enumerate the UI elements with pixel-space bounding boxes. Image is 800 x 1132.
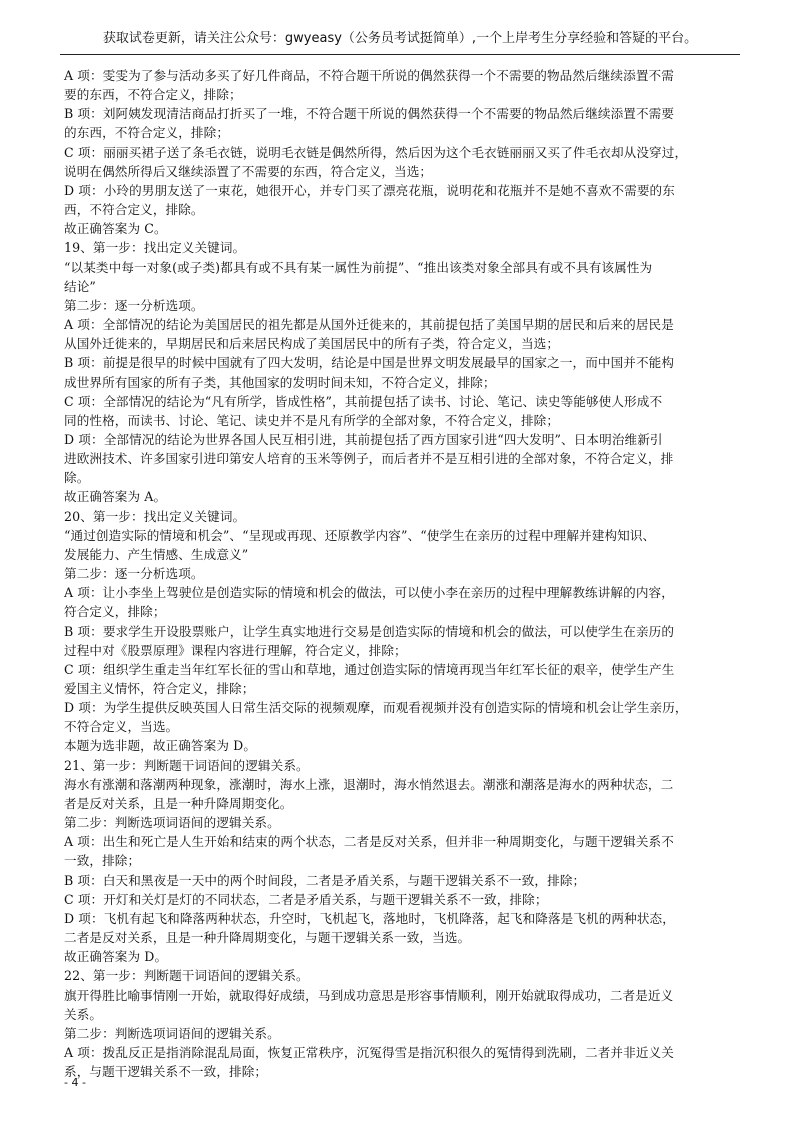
text-line: 说明在偶然所得后又继续添置了不需要的东西，符合定义，当选；	[64, 163, 433, 179]
header-text: 获取试卷更新，请关注公众号：gwyeasy（公务员考试挺简单）,一个上岸考生分享经验和答疑的平台。	[102, 31, 698, 46]
text-line: 关系。	[64, 1006, 103, 1022]
text-line: B 项：刘阿姨发现清洁商品打折买了一堆，不符合题干所说的偶然获得一个不需要的物品然后继续添置不需要	[64, 106, 675, 122]
text-line: 第二步：逐一分析选项。	[64, 297, 204, 313]
text-line: A 项：雯雯为了参与活动多买了好几件商品，不符合题干所说的偶然获得一个不需要的物品然后继续添置不需	[64, 68, 674, 83]
text-line: 二者是反对关系，且是一种升降周期变化，与题干逻辑关系一致，当选。	[64, 930, 471, 946]
text-line: 的东西，不符合定义，排除；	[64, 125, 230, 141]
text-line: 故正确答案为 D。	[64, 949, 168, 965]
text-line: “以某类中每一对象(或子类)都具有或不具有某一属性为前提”、“推出该类对象全部具有或不具有该属性为	[64, 259, 653, 275]
text-line: 过程中对《股票原理》课程内容进行理解，符合定义，排除；	[64, 642, 407, 658]
text-line: 20、第一步：找出定义关键词。	[64, 508, 246, 524]
text-line: 爱国主义情怀，符合定义，排除；	[64, 681, 255, 696]
text-line: 海水有涨潮和落潮两种现象，涨潮时，海水上涨，退潮时，海水悄然退去。潮涨和潮落是海水的两种状态，二	[64, 776, 674, 792]
text-line: D 项：飞机有起飞和降落两种状态，升空时，飞机起飞，落地时，飞机降落，起飞和降落是飞机的两种状态，	[64, 910, 675, 926]
text-line: 符合定义，排除；	[64, 604, 166, 620]
text-line: 本题为选非题，故正确答案为 D。	[64, 738, 257, 754]
text-line: A 项：让小李坐上驾驶位是创造实际的情境和机会的做法，可以使小李在亲历的过程中理解教练讲解的内容，	[64, 585, 674, 601]
text-line: 故正确答案为 A。	[64, 489, 167, 505]
page-header	[60, 30, 740, 55]
text-line: 要的东西，不符合定义，排除；	[64, 87, 242, 103]
text-line: 发展能力、产生情感、生成意义”	[64, 546, 249, 562]
text-line: B 项：要求学生开设股票账户，让学生真实地进行交易是创造实际的情境和机会的做法，可以使学生在亲历的	[64, 623, 675, 639]
text-line: C 项：组织学生重走当年红军长征的雪山和草地，通过创造实际的情境再现当年红军长征的艰辛，使学生产生	[64, 661, 675, 677]
text-line: 第二步：判断选项词语间的逻辑关系。	[64, 1025, 280, 1041]
document-body	[64, 66, 744, 1081]
text-line: C 项：开灯和关灯是灯的不同状态，二者是矛盾关系，与题干逻辑关系不一致，排除；	[64, 891, 548, 907]
text-line: B 项：白天和黑夜是一天中的两个时间段，二者是矛盾关系，与题干逻辑关系不一致，排除；	[64, 872, 586, 888]
text-line: 系，与题干逻辑关系不一致，排除；	[64, 1064, 268, 1080]
text-line: 从国外迁徙来的，早期居民和后来居民构成了美国居民中的所有子类，符合定义，当选；	[64, 336, 560, 352]
text-line: 者是反对关系，且是一种升降周期变化。	[64, 795, 293, 811]
text-line: A 项：全部情况的结论为美国居民的祖先都是从国外迁徙来的，其前提包括了美国早期的居民和后来的居民是	[64, 317, 674, 333]
text-line: 第二步：判断选项词语间的逻辑关系。	[64, 815, 280, 831]
text-line: A 项：拨乱反正是指消除混乱局面，恢复正常秩序，沉冤得雪是指沉积很久的冤情得到洗刷，二者并非近义关	[64, 1044, 674, 1060]
text-line: B 项：前提是很早的时候中国就有了四大发明，结论是中国是世界文明发展最早的国家之一，而中国并不能构	[64, 355, 675, 371]
text-line: D 项：全部情况的结论为世界各国人民互相引进，其前提包括了西方国家引进“四大发明”、日本明治维新引	[64, 431, 663, 447]
text-line: 除。	[64, 470, 90, 486]
text-line: 19、第一步：找出定义关键词。	[64, 240, 246, 256]
text-line: “通过创造实际的情境和机会”、“呈现或再现、还原教学内容”、“使学生在亲历的过程中理解并建构知识、	[64, 527, 656, 543]
text-line: 不符合定义，当选。	[64, 719, 179, 735]
text-line: D 项：为学生提供反映英国人日常生活交际的视频观摩，而观看视频并没有创造实际的情境和机会让学生亲历，	[64, 700, 688, 716]
page-number: - 4 -	[64, 1076, 86, 1089]
text-line: 第二步：逐一分析选项。	[64, 566, 204, 582]
text-line: 22、第一步：判断题干词语间的逻辑关系。	[64, 968, 309, 984]
text-line: 成世界所有国家的所有子类，其他国家的发明时间未知，不符合定义，排除；	[64, 374, 496, 390]
text-line: 21、第一步：判断题干词语间的逻辑关系。	[64, 757, 309, 773]
text-line: 一致，排除；	[64, 853, 141, 869]
text-line: C 项：全部情况的结论为“凡有所学，皆成性格”，其前提包括了读书、讨论、笔记、读史等能够使人形成不	[64, 393, 663, 409]
text-line: D 项：小玲的男朋友送了一束花，她很开心，并专门买了漂亮花瓶，说明花和花瓶并不是她不喜欢不需要的东	[64, 182, 675, 198]
text-line: A 项：出生和死亡是人生开始和结束的两个状态，二者是反对关系，但并非一种周期变化，与题干逻辑关系不	[64, 834, 674, 850]
text-line: 同的性格，而读书、讨论、笔记、读史并不是凡有所学的全部对象，不符合定义，排除；	[64, 412, 560, 428]
text-line: 结论”	[64, 278, 96, 294]
text-line: 故正确答案为 C。	[64, 221, 167, 237]
text-line: 西，不符合定义，排除。	[64, 202, 204, 218]
text-line: C 项：丽丽买裙子送了条毛衣链，说明毛衣链是偶然所得，然后因为这个毛衣链丽丽又买了件毛衣却从没穿过，	[64, 144, 688, 160]
text-line: 进欧洲技术、许多国家引进印第安人培育的玉米等例子，而后者并不是互相引进的全部对象，不符合定义，排	[64, 451, 674, 467]
text-line: 旗开得胜比喻事情刚一开始，就取得好成绩，马到成功意思是形容事情顺利，刚开始就取得成功，二者是近义	[64, 987, 674, 1003]
